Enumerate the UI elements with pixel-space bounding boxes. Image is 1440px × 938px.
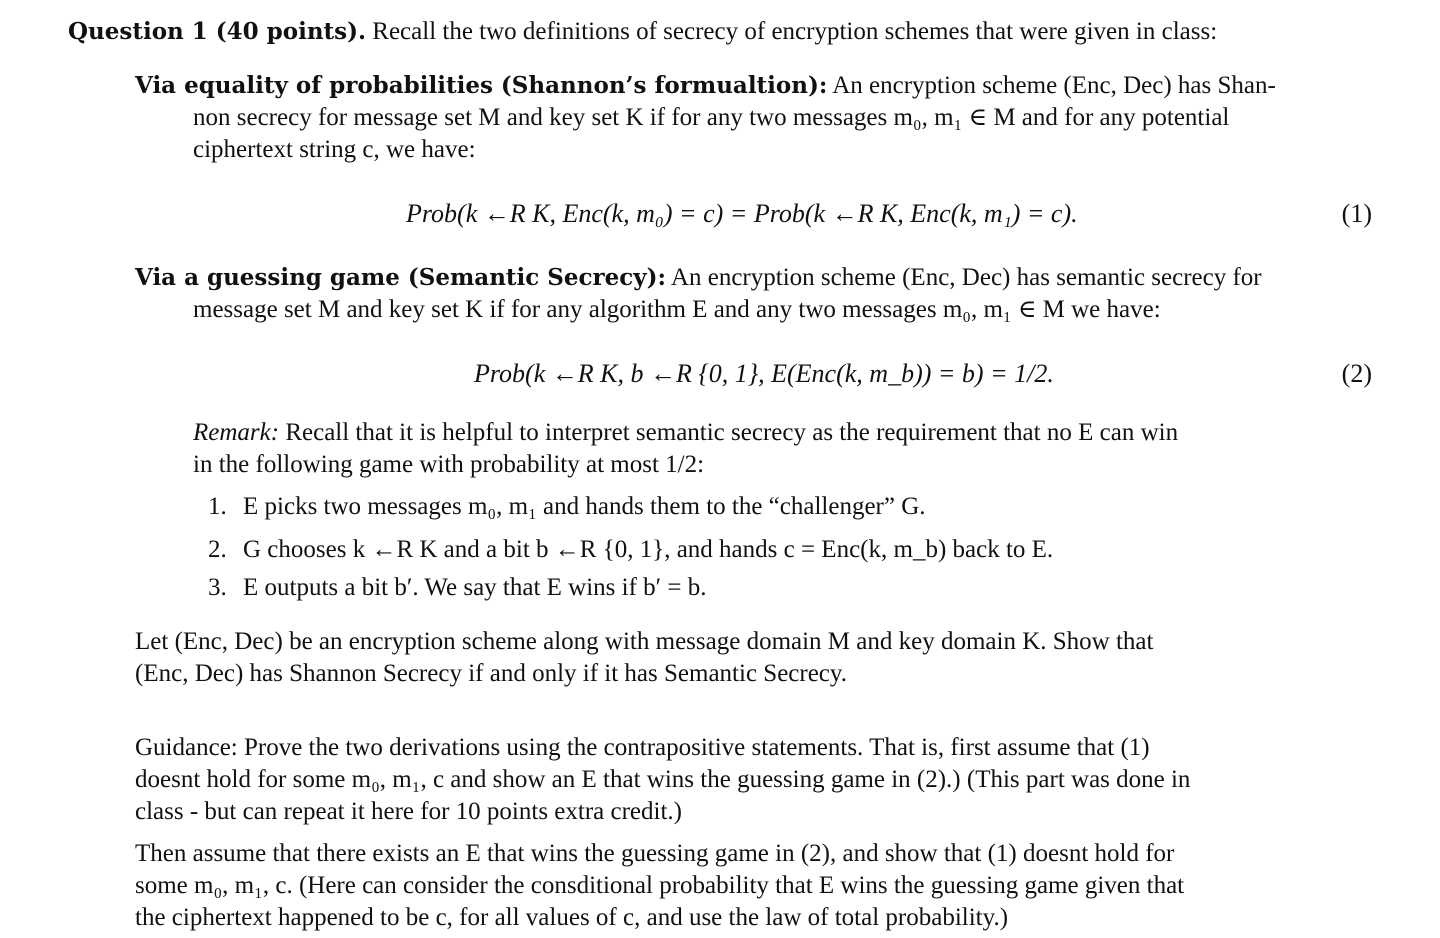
def2-heading: Via a guessing game (Semantic Secrecy): xyxy=(135,264,667,291)
def2-first-line xyxy=(135,262,1262,294)
question-title: Question 1 (40 points). xyxy=(68,18,367,45)
list-item: E picks two messages m₀, m₁ and hands them to the “challenger” G. xyxy=(243,493,926,520)
guidance-line5: some m₀, m₁, c. (Here can consider the consditional probability that E wins the guessing game given that xyxy=(135,872,1185,899)
list-item: G chooses k ←R K and a bit b ←R {0, 1}, and hands c = Enc(k, m_b) back to E. xyxy=(243,536,1054,563)
question-header xyxy=(68,16,1217,48)
remark-line1: Recall that it is helpful to interpret semantic secrecy as the requirement that no E can win xyxy=(285,419,1179,446)
guidance-line2: doesnt hold for some m₀, m₁, c and show an E that wins the guessing game in (2).) (This part was done in xyxy=(135,766,1191,793)
def1-first-line xyxy=(135,70,1276,102)
def2-line2: message set M and key set K if for any algorithm E and any two messages m₀, m₁ ∈ M we have: xyxy=(193,296,1161,323)
def2-line1: An encryption scheme (Enc, Dec) has semantic secrecy for xyxy=(670,264,1262,291)
guidance-line4: Then assume that there exists an E that wins the guessing game in (2), and show that (1) doesnt hold for xyxy=(135,840,1175,867)
list-item-number: 3. xyxy=(208,574,227,601)
task-line2: (Enc, Dec) has Shannon Secrecy if and only if it has Semantic Secrecy. xyxy=(135,660,848,687)
list-item-number: 2. xyxy=(208,536,227,563)
def1-line2: non secrecy for message set M and key set K if for any two messages m₀, m₁ ∈ M and for any potential xyxy=(193,104,1230,131)
def1-line1: An encryption scheme (Enc, Dec) has Shan- xyxy=(832,72,1276,99)
remark-first-line xyxy=(193,417,1178,449)
list-item-number: 1. xyxy=(208,493,227,520)
def1-heading: Via equality of probabilities (Shannon’s formualtion): xyxy=(135,72,828,99)
equation-2-number: (2) xyxy=(1341,359,1372,388)
guidance-line1: Guidance: Prove the two derivations using the contrapositive statements. That is, first assume that (1) xyxy=(135,734,1150,761)
guidance-line3: class - but can repeat it here for 10 points extra credit.) xyxy=(135,798,682,825)
remark-label: Remark: xyxy=(193,419,280,446)
def1-line3: ciphertext string c, we have: xyxy=(193,136,476,163)
list-item: E outputs a bit b′. We say that E wins if b′ = b. xyxy=(243,574,707,601)
question-intro: Recall the two definitions of secrecy of encryption schemes that were given in class: xyxy=(372,18,1218,45)
equation-2: Prob(k ←R K, b ←R {0, 1}, E(Enc(k, m_b)) = b) = 1/2. xyxy=(474,359,1054,388)
task-line1: Let (Enc, Dec) be an encryption scheme along with message domain M and key domain K. Show that xyxy=(135,628,1154,655)
equation-1: Prob(k ←R K, Enc(k, m₀) = c) = Prob(k ←R K, Enc(k, m₁) = c). xyxy=(406,199,1078,228)
remark-line2: in the following game with probability at most 1/2: xyxy=(193,451,705,478)
guidance-line6: the ciphertext happened to be c, for all values of c, and use the law of total probability.) xyxy=(135,904,1009,931)
equation-1-number: (1) xyxy=(1341,199,1372,228)
